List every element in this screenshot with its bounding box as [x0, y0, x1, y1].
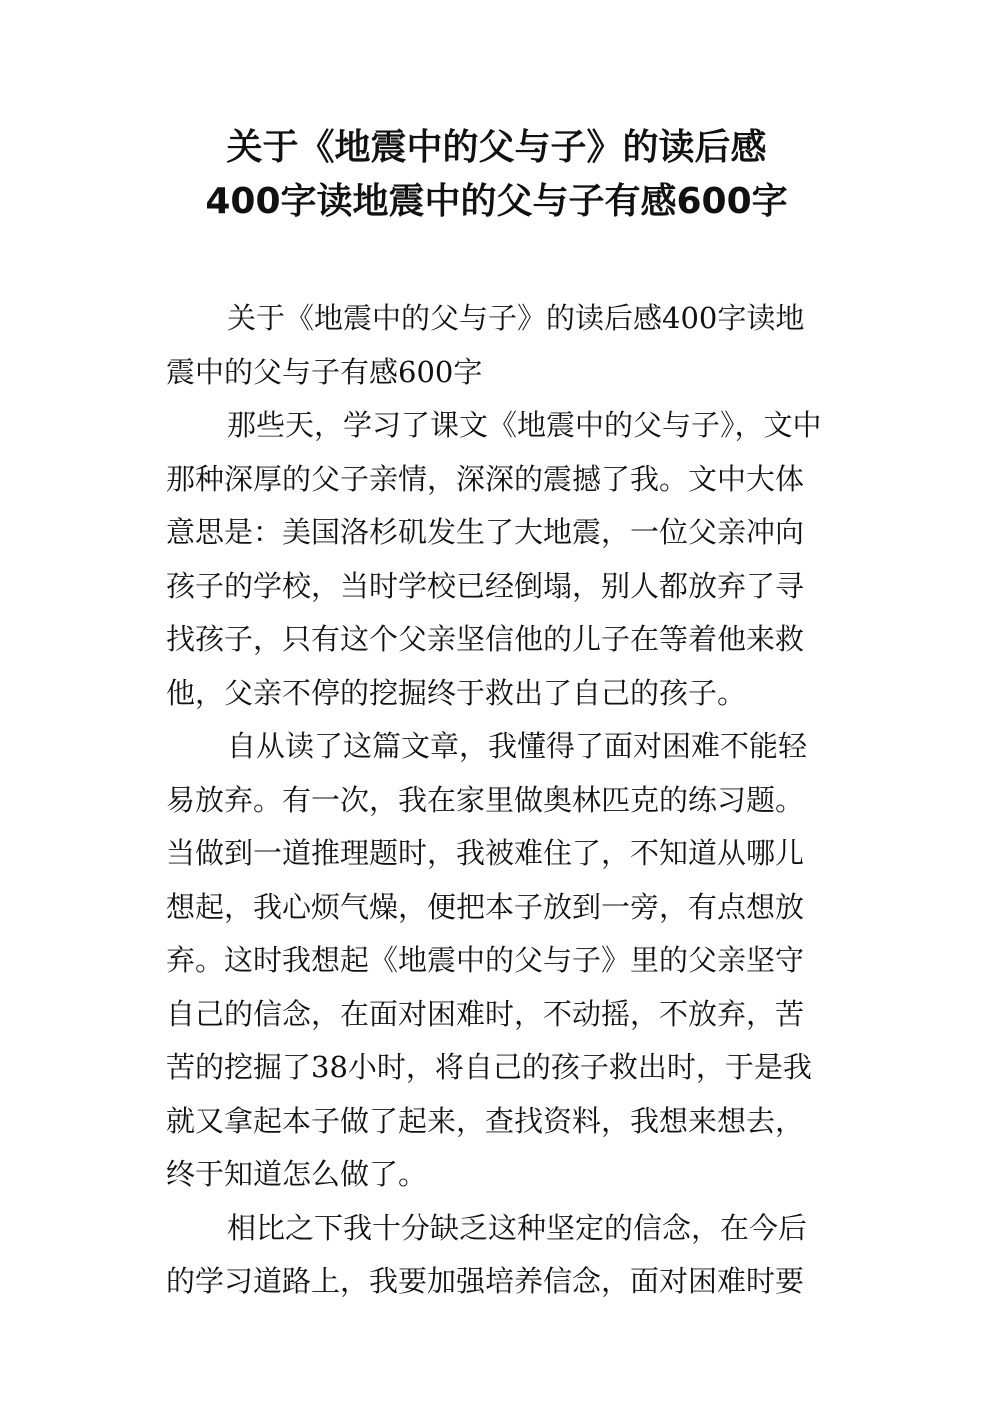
paragraph-4: 相比之下我十分缺乏这种坚定的信念，在今后的学习道路上，我要加强培养信念，面对困难时要	[166, 1210, 808, 1298]
document-title-line-1: 关于《地震中的父与子》的读后感	[226, 127, 767, 168]
paragraph-3: 自从读了这篇文章，我懂得了面对困难不能轻易放弃。有一次，我在家里做奥林匹克的练习题。当做到一道推理题时，我被难住了，不知道从哪儿想起，我心烦气燥，便把本子放到一旁，有点想放弃。这时我想起《地震中的父与子》里的父亲坚守自己的信念，在面对困难时，不动摇，不放弃，苦苦的挖掘了38小时，将自己的孩子救出时，于是我就又拿起本子做了起来，查找资料，我想来想去，终于知道怎么做了。	[166, 729, 812, 1191]
document-title-line-2: 400字读地震中的父与子有感600字	[205, 181, 788, 222]
paragraph-2: 那些天，学习了课文《地震中的父与子》，文中那种深厚的父子亲情，深深的震撼了我。文中大体意思是：美国洛杉矶发生了大地震，一位父亲冲向孩子的学校，当时学校已经倒塌，别人都放弃了寻找孩子，只有这个父亲坚信他的儿子在等着他来救他，父亲不停的挖掘终于救出了自己的孩子。	[166, 408, 822, 710]
paragraph-1: 关于《地震中的父与子》的读后感400字读地震中的父与子有感600字	[166, 301, 805, 389]
document-body	[166, 292, 832, 1309]
